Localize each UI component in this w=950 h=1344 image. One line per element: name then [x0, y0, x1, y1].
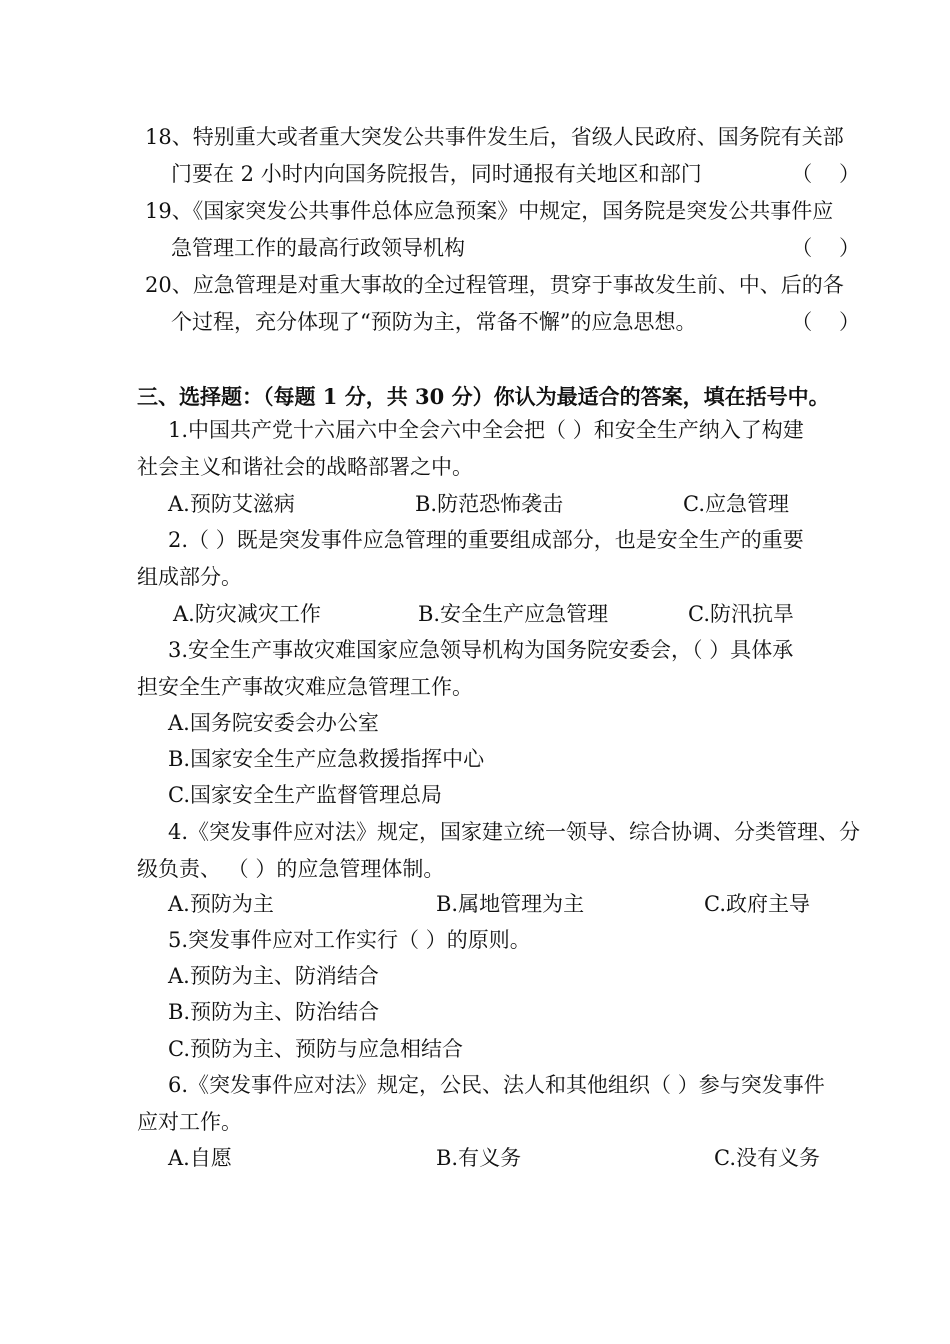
option-b[interactable]: B.国家安全生产应急救援指挥中心 [168, 747, 485, 771]
answer-blank[interactable]: （ ） [791, 310, 860, 334]
option-a[interactable]: A.国务院安委会办公室 [168, 711, 379, 735]
question-2 [137, 522, 860, 596]
tf-item-19 [145, 193, 860, 267]
option-b[interactable]: B.预防为主、防治结合 [168, 1000, 380, 1024]
question-4-options [0, 886, 860, 923]
section-title: 三、选择题：（每题 1 分，共 30 分）你认为最适合的答案，填在括号中。 [137, 384, 830, 409]
option-a[interactable]: A.预防为主、防消结合 [168, 964, 379, 988]
question-text: 组成部分。 [137, 565, 242, 589]
option-c[interactable]: C.没有义务 [714, 1146, 820, 1170]
option-b[interactable]: B.安全生产应急管理 [418, 602, 609, 626]
option-a[interactable]: A.防灾减灾工作 [173, 602, 321, 626]
question-text: 社会主义和谐社会的战略部署之中。 [137, 455, 473, 479]
question-6-options [0, 1140, 860, 1177]
question-text: 6.《突发事件应对法》规定，公民、法人和其他组织（ ）参与突发事件 [168, 1073, 825, 1097]
question-6 [137, 1067, 860, 1141]
question-text: 2.（ ）既是突发事件应急管理的重要组成部分，也是安全生产的重要 [168, 528, 804, 552]
tf-item-text: 20、应急管理是对重大事故的全过程管理，贯穿于事故发生前、中、后的各 [145, 273, 844, 297]
tf-item-text: 个过程，充分体现了“预防为主，常备不懈”的应急思想。 [171, 310, 697, 334]
question-text: 3.安全生产事故灾难国家应急领导机构为国务院安委会，（ ）具体承 [168, 638, 794, 662]
answer-blank[interactable]: （ ） [791, 236, 860, 260]
tf-item-text: 门要在 2 小时内向国务院报告，同时通报有关地区和部门 [171, 162, 702, 186]
option-a[interactable]: A.自愿 [168, 1146, 232, 1170]
question-5 [137, 922, 860, 959]
tf-item-text: 急管理工作的最高行政领导机构 [171, 236, 465, 260]
tf-item-text: 19、《国家突发公共事件总体应急预案》中规定，国务院是突发公共事件应 [145, 199, 834, 223]
tf-item-text: 18、特别重大或者重大突发公共事件发生后，省级人民政府、国务院有关部 [145, 125, 844, 149]
question-text: 应对工作。 [137, 1110, 242, 1134]
question-text: 1.中国共产党十六届六中全会六中全会把（ ）和安全生产纳入了构建 [168, 418, 804, 442]
question-2-options [0, 596, 860, 633]
question-1 [137, 412, 860, 486]
question-text: 5.突发事件应对工作实行（ ）的原则。 [168, 928, 531, 952]
option-a[interactable]: A.预防艾滋病 [168, 492, 295, 516]
question-1-options [0, 486, 860, 523]
answer-blank[interactable]: （ ） [791, 162, 860, 186]
question-text: 4.《突发事件应对法》规定，国家建立统一领导、综合协调、分类管理、分 [168, 820, 861, 844]
tf-item-18 [145, 119, 860, 193]
option-b[interactable]: B.防范恐怖袭击 [415, 492, 564, 516]
option-c[interactable]: C.应急管理 [683, 492, 789, 516]
question-4 [137, 814, 860, 888]
option-c[interactable]: C.预防为主、预防与应急相结合 [168, 1037, 463, 1061]
option-b[interactable]: B.有义务 [436, 1146, 522, 1170]
question-text: 担安全生产事故灾难应急管理工作。 [137, 675, 473, 699]
option-c[interactable]: C.国家安全生产监督管理总局 [168, 783, 442, 807]
tf-item-20 [145, 267, 860, 341]
question-text: 级负责、 （ ）的应急管理体制。 [137, 857, 445, 881]
option-a[interactable]: A.预防为主 [168, 892, 274, 916]
option-c[interactable]: C.政府主导 [704, 892, 810, 916]
option-b[interactable]: B.属地管理为主 [436, 892, 585, 916]
option-c[interactable]: C.防汛抗旱 [688, 602, 794, 626]
question-3 [137, 632, 860, 706]
